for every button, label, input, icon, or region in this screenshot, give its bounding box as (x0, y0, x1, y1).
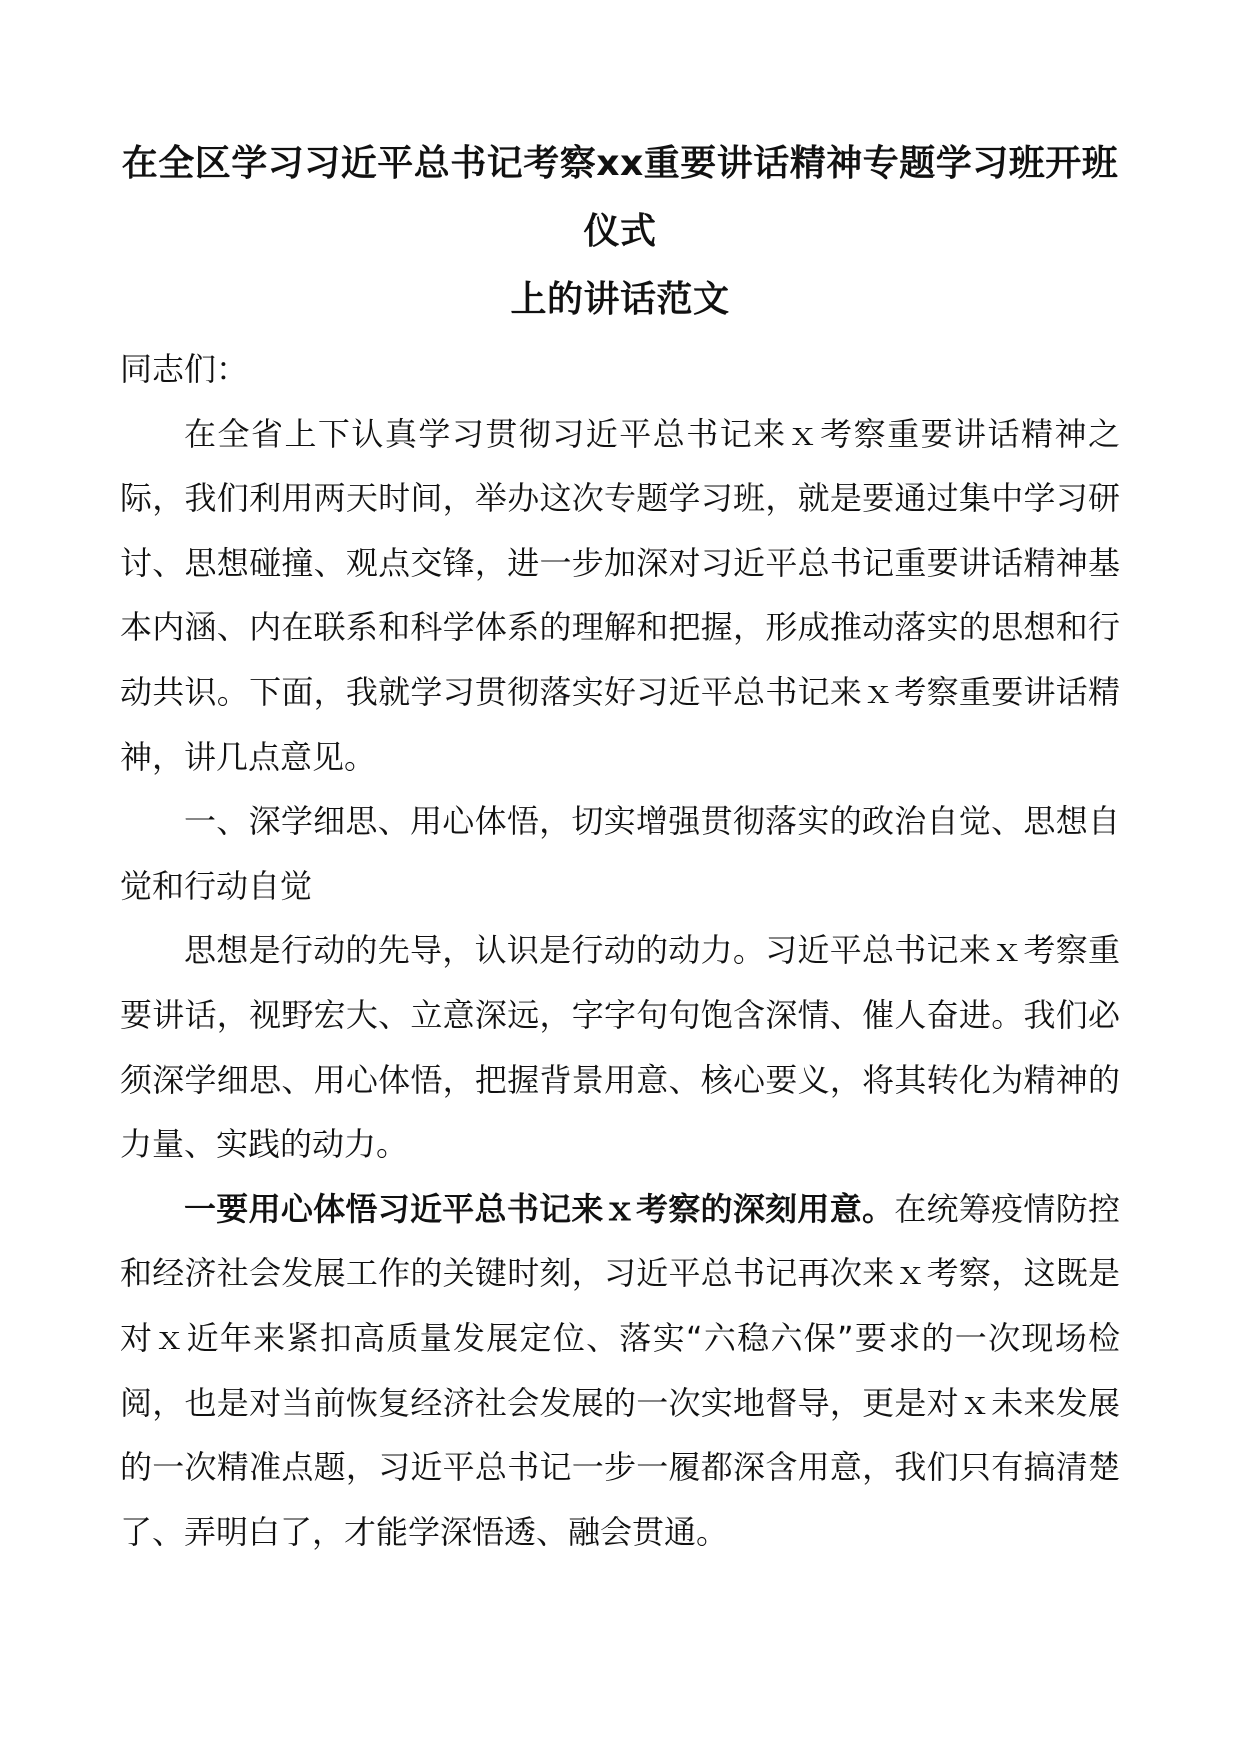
point-1-paragraph (120, 1177, 1120, 1565)
point-1-lead: 一要用心体悟习近平总书记来ｘ考察的深刻用意。 (184, 1189, 895, 1228)
section-1-paragraph: 思想是行动的先导，认识是行动的动力。习近平总书记来ｘ考察重要讲话，视野宏大、立意深远，字字句句饱含深情、催人奋进。我们必须深学细思、用心体悟，把握背景用意、核心要义，将其转化为精神的力量、实践的动力。 (120, 931, 1120, 1164)
title-line-2: 上的讲话范文 (510, 279, 730, 320)
document-page (120, 130, 1120, 1564)
intro-paragraph: 在全省上下认真学习贯彻习近平总书记来ｘ考察重要讲话精神之际，我们利用两天时间，举办这次专题学习班，就是要通过集中学习研讨、思想碰撞、观点交锋，进一步加深对习近平总书记重要讲话精神基本内涵、内在联系和科学体系的理解和把握，形成推动落实的思想和行动共识。下面，我就学习贯彻落实好习近平总书记来ｘ考察重要讲话精神，讲几点意见。 (120, 414, 1120, 776)
document-title (120, 130, 1120, 334)
greeting: 同志们： (120, 350, 249, 388)
section-heading-1: 一、深学细思、用心体悟，切实增强贯彻落实的政治自觉、思想自觉和行动自觉 (120, 802, 1120, 905)
point-1-text: 在统筹疫情防控和经济社会发展工作的关键时刻，习近平总书记再次来ｘ考察，这既是对ｘ近年来紧扣高质量发展定位、落实“六稳六保”要求的一次现场检阅，也是对当前恢复经济社会发展的一次实地督导，更是对ｘ未来发展的一次精准点题，习近平总书记一步一履都深含用意，我们只有搞清楚了、弄明白了，才能学深悟透、融会贯通。 (120, 1189, 1120, 1551)
title-line-1: 在全区学习习近平总书记考察xx重要讲话精神专题学习班开班仪式 (121, 143, 1119, 252)
